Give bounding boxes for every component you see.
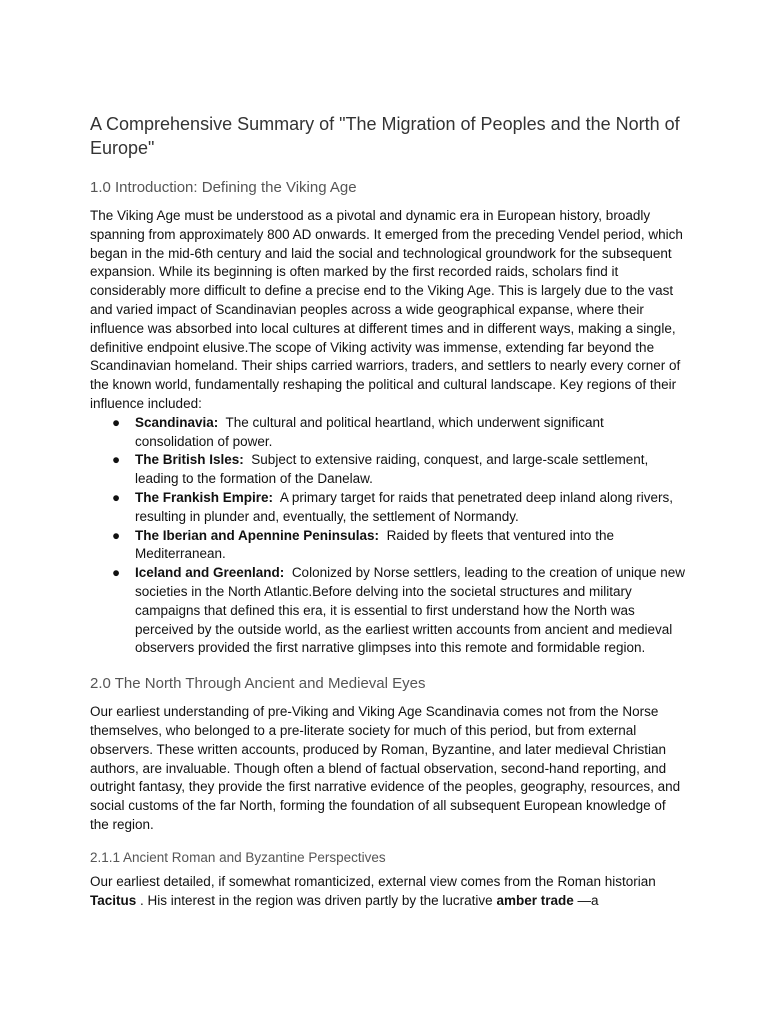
paragraph-text: —a [573,892,599,908]
bullet-icon: ● [112,565,121,581]
list-item [90,414,686,452]
list-item-text: Colonized by Norse settlers, leading to the creation of unique new societies in the North Atlantic.Before delving into the societal structures and military campaigns that defined this era, it is essential to first understand how the North was perceived by the outside world, as the earliest written accounts from ancient and medieval observers provided the first narrative glimpses into this remote and formidable region. [135,565,686,656]
ancient-medieval-paragraph: Our earliest understanding of pre-Viking and Viking Age Scandinavia comes not from the Norse themselves, who belonged to a pre-literate society for much of this period, but from external observers. These written accounts, produced by Roman, Byzantine, and later medieval Christian authors, are invaluable. Though often a blend of factual observation, second-hand reporting, and outright fantasy, they provide the first narrative evidence of the peoples, geography, resources, and social customs of the far North, forming the foundation of all subsequent European knowledge of the region. [90,704,681,832]
section-heading-ancient-medieval: 2.0 The North Through Ancient and Medieval Eyes [90,675,426,693]
document-page [90,112,686,910]
list-item [90,564,686,658]
list-item-term: The Frankish Empire: [135,489,274,505]
bullet-icon: ● [112,527,121,543]
roman-byzantine-paragraph [90,873,686,911]
list-item-text: A primary target for raids that penetrated deep inland along rivers, resulting in plunder and, eventually, the settlement of Normandy. [135,489,674,524]
introduction-paragraph: The Viking Age must be understood as a pivotal and dynamic era in European history, broadly spanning from approximately 800 AD onwards. It emerged from the preceding Vendel period, which began in the mid-6th century and laid the social and technological groundwork for the subsequent expansion. While its beginning is often marked by the first recorded raids, scholars find it considerably more difficult to define a precise end to the Viking Age. This is largely due to the vast and varied impact of Scandinavian peoples across a wide geographical expanse, where their influence was absorbed into local cultures at different times and in different ways, making a single, definitive endpoint elusive.The scope of Viking activity was immense, extending far beyond the Scandinavian homeland. Their ships carried warriors, traders, and settlers to nearly every corner of the known world, fundamentally reshaping the political and cultural landscape. Key regions of their influence included: [90,208,683,411]
list-item-text: Raided by fleets that ventured into the Mediterranean. [135,527,614,562]
influence-regions-list [90,414,686,658]
paragraph-text: . His interest in the region was driven partly by the lucrative [136,892,497,908]
list-item-term: Scandinavia: [135,414,219,430]
list-item-text: The cultural and political heartland, which underwent significant consolidation of power. [135,414,604,449]
subsection-heading-roman-byzantine: 2.1.1 Ancient Roman and Byzantine Perspectives [90,849,386,865]
section-spacer [90,835,686,849]
bullet-icon: ● [112,414,121,430]
bullet-icon: ● [112,452,121,468]
list-item-term: Iceland and Greenland: [135,565,285,581]
emphasis-amber-trade: amber trade [496,892,574,908]
section-spacer [90,658,686,674]
list-item-text: Subject to extensive raiding, conquest, and large-scale settlement, leading to the formation of the Danelaw. [135,452,649,487]
list-item [90,451,686,489]
list-item-term: The British Isles: [135,452,244,468]
bullet-icon: ● [112,489,121,505]
list-item-term: The Iberian and Apennine Peninsulas: [135,527,380,543]
paragraph-text: Our earliest detailed, if somewhat romanticized, external view comes from the Roman historian [90,873,656,889]
section-heading-introduction: 1.0 Introduction: Defining the Viking Age [90,179,357,196]
emphasis-tacitus: Tacitus [90,892,137,908]
list-item [90,527,686,565]
document-title: A Comprehensive Summary of "The Migration of Peoples and the North of Europe" [90,114,680,158]
list-item [90,489,686,527]
